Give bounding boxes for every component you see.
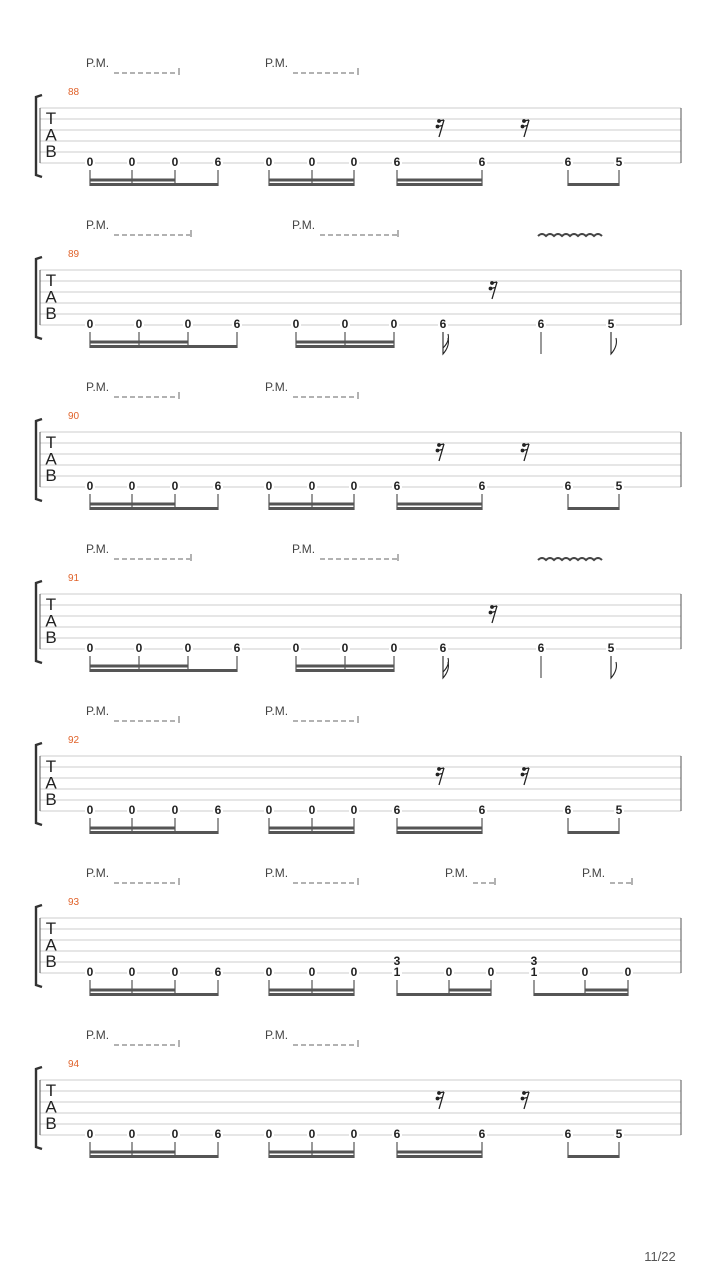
sixteenth-rest-icon [521, 119, 529, 137]
fret-number: 6 [439, 317, 447, 331]
fret-number: 6 [393, 155, 401, 169]
fret-number: 0 [350, 965, 358, 979]
palm-mute-marker [86, 704, 179, 723]
fret-number: 0 [624, 965, 632, 979]
fret-number: 0 [86, 803, 94, 817]
fret-number: 0 [265, 479, 273, 493]
fret-number: 0 [128, 155, 136, 169]
fret-number: 0 [350, 155, 358, 169]
eighth-flag-icon [611, 332, 616, 354]
tab-clef-letter: B [45, 1114, 57, 1133]
fret-number: 5 [615, 155, 623, 169]
tab-system-93 [36, 866, 681, 996]
palm-mute-label: P.M. [265, 1028, 289, 1042]
fret-number: 0 [308, 965, 316, 979]
fret-number: 5 [607, 317, 615, 331]
fret-number: 0 [171, 479, 179, 493]
tab-clef-letter: T [45, 109, 57, 128]
fret-number: 0 [341, 317, 349, 331]
fret-number: 0 [86, 1127, 94, 1141]
tab-clef-letter: A [45, 935, 57, 955]
palm-mute-marker [265, 380, 358, 399]
fret-number: 0 [171, 1127, 179, 1141]
fret-number: 0 [265, 1127, 273, 1141]
fret-number: 0 [308, 803, 316, 817]
palm-mute-label: P.M. [292, 542, 316, 556]
beam-primary [397, 183, 482, 186]
fret-number: 0 [350, 479, 358, 493]
fret-number: 0 [86, 965, 94, 979]
palm-mute-label: P.M. [265, 380, 289, 394]
beam-secondary [269, 503, 354, 506]
fret-number: 0 [128, 1127, 136, 1141]
tab-system-92 [36, 704, 681, 834]
fret-number: 0 [308, 479, 316, 493]
tab-clef-letter: A [45, 1097, 57, 1117]
fret-number: 0 [128, 965, 136, 979]
beam-secondary [269, 1151, 354, 1154]
beam-secondary [90, 989, 175, 992]
fret-number: 6 [233, 317, 241, 331]
fret-number: 6 [478, 803, 486, 817]
palm-mute-marker [292, 218, 398, 237]
fret-number: 0 [135, 641, 143, 655]
beam-secondary [397, 179, 482, 182]
tab-system-89 [36, 218, 681, 354]
palm-mute-marker [265, 866, 358, 885]
fret-number: 6 [537, 317, 545, 331]
fret-number: 6 [214, 479, 222, 493]
measure-number: 89 [68, 249, 80, 260]
system-bracket [36, 905, 42, 987]
beam-secondary [90, 179, 175, 182]
palm-mute-marker [292, 542, 398, 561]
fret-number: 6 [214, 965, 222, 979]
sixteenth-rest-icon [521, 767, 529, 785]
fret-number: 6 [478, 1127, 486, 1141]
fret-number: 6 [564, 155, 572, 169]
palm-mute-label: P.M. [265, 866, 289, 880]
palm-mute-marker [265, 1028, 358, 1047]
fret-number: 0 [184, 317, 192, 331]
fret-number: 0 [135, 317, 143, 331]
palm-mute-marker [86, 218, 191, 237]
beam-primary [90, 993, 218, 996]
palm-mute-label: P.M. [265, 56, 289, 70]
system-bracket [36, 743, 42, 825]
fret-number: 0 [390, 641, 398, 655]
beam-primary [568, 507, 619, 510]
tab-clef-letter: A [45, 125, 57, 145]
tab-clef-letter: T [45, 919, 57, 938]
palm-mute-marker [86, 380, 179, 399]
palm-mute-label: P.M. [445, 866, 469, 880]
beam-secondary [397, 503, 482, 506]
beam-primary [568, 831, 619, 834]
tab-clef-letter: T [45, 595, 57, 614]
beam-secondary [296, 341, 394, 344]
measure-number: 91 [68, 573, 80, 584]
fret-number: 6 [214, 803, 222, 817]
palm-mute-label: P.M. [86, 56, 110, 70]
fret-number: 0 [265, 155, 273, 169]
tab-system-88 [36, 56, 681, 186]
sixteenth-rest-icon [436, 767, 444, 785]
measure-number: 92 [68, 735, 80, 746]
beam-secondary [90, 341, 188, 344]
fret-number: 6 [214, 1127, 222, 1141]
sixteenth-rest-icon [521, 1091, 529, 1109]
beam-primary [269, 507, 354, 510]
beam-primary [269, 993, 354, 996]
fret-number: 0 [86, 317, 94, 331]
beam-secondary [269, 179, 354, 182]
fret-number: 6 [393, 1127, 401, 1141]
sixteenth-rest-icon [489, 605, 497, 623]
sixteenth-rest-icon [521, 443, 529, 461]
palm-mute-marker [86, 56, 179, 75]
beam-secondary [90, 1151, 175, 1154]
fret-number: 0 [350, 803, 358, 817]
palm-mute-label: P.M. [86, 380, 110, 394]
beam-primary [269, 831, 354, 834]
palm-mute-label: P.M. [86, 1028, 110, 1042]
fret-number: 0 [341, 641, 349, 655]
palm-mute-marker [86, 542, 191, 561]
page-number: 11/22 [644, 1249, 676, 1264]
beam-secondary [585, 989, 628, 992]
system-bracket [36, 1067, 42, 1149]
fret-number: 6 [478, 479, 486, 493]
tab-clef-letter: B [45, 952, 57, 971]
beam-secondary [90, 503, 175, 506]
tab-clef-letter: A [45, 611, 57, 631]
beam-primary [90, 345, 237, 348]
beam-primary [90, 669, 237, 672]
beam-secondary [296, 665, 394, 668]
tab-system-90 [36, 380, 681, 510]
beam-primary [269, 1155, 354, 1158]
palm-mute-label: P.M. [265, 704, 289, 718]
palm-mute-label: P.M. [292, 218, 316, 232]
beam-secondary [90, 665, 188, 668]
fret-number: 5 [607, 641, 615, 655]
fret-number: 0 [487, 965, 495, 979]
palm-mute-marker [582, 866, 632, 885]
fret-number: 6 [393, 803, 401, 817]
beam-primary [534, 993, 628, 996]
beam-secondary [397, 827, 482, 830]
fret-number: 0 [390, 317, 398, 331]
fret-number: 0 [86, 479, 94, 493]
beam-primary [296, 669, 394, 672]
beam-primary [568, 1155, 619, 1158]
fret-number: 0 [445, 965, 453, 979]
system-bracket [36, 419, 42, 501]
tab-clef-letter: B [45, 466, 57, 485]
palm-mute-marker [265, 704, 358, 723]
beam-primary [397, 831, 482, 834]
tab-clef-letter: B [45, 790, 57, 809]
beam-primary [90, 1155, 218, 1158]
beam-primary [90, 831, 218, 834]
fret-number: 6 [393, 479, 401, 493]
beam-secondary [449, 989, 491, 992]
measure-number: 88 [68, 87, 80, 98]
sixteenth-flag-icon [443, 332, 448, 354]
palm-mute-marker [86, 866, 179, 885]
sixteenth-flag-icon [443, 656, 448, 678]
palm-mute-label: P.M. [582, 866, 606, 880]
fret-number: 0 [350, 1127, 358, 1141]
fret-number: 0 [265, 803, 273, 817]
eighth-flag-icon [611, 656, 616, 678]
beam-primary [90, 507, 218, 510]
system-bracket [36, 581, 42, 663]
palm-mute-label: P.M. [86, 218, 110, 232]
vibrato-icon [538, 558, 602, 560]
tab-clef-letter: B [45, 628, 57, 647]
palm-mute-marker [265, 56, 358, 75]
fret-number: 0 [265, 965, 273, 979]
fret-number: 6 [537, 641, 545, 655]
fret-number: 5 [615, 479, 623, 493]
beam-primary [397, 1155, 482, 1158]
tab-system-91 [36, 542, 681, 678]
tab-clef-letter: A [45, 449, 57, 469]
fret-number: 0 [86, 155, 94, 169]
system-bracket [36, 257, 42, 339]
measure-number: 94 [68, 1059, 80, 1070]
sixteenth-rest-icon [436, 119, 444, 137]
fret-number: 6 [233, 641, 241, 655]
fret-number: 0 [86, 641, 94, 655]
fret-number: 6 [214, 155, 222, 169]
fret-number: 6 [564, 1127, 572, 1141]
fret-number: 0 [184, 641, 192, 655]
beam-secondary [269, 827, 354, 830]
fret-number: 0 [128, 803, 136, 817]
fret-number: 1 [393, 965, 401, 979]
fret-number: 3 [530, 954, 538, 968]
fret-number: 5 [615, 1127, 623, 1141]
tab-clef-letter: T [45, 757, 57, 776]
fret-number: 6 [564, 803, 572, 817]
fret-number: 6 [478, 155, 486, 169]
fret-number: 0 [292, 317, 300, 331]
sixteenth-rest-icon [436, 443, 444, 461]
fret-number: 6 [439, 641, 447, 655]
tab-clef-letter: T [45, 271, 57, 290]
fret-number: 0 [308, 155, 316, 169]
fret-number: 0 [171, 803, 179, 817]
sixteenth-rest-icon [489, 281, 497, 299]
beam-primary [90, 183, 218, 186]
beam-secondary [269, 989, 354, 992]
tab-clef-letter: B [45, 142, 57, 161]
measure-number: 90 [68, 411, 80, 422]
vibrato-icon [538, 234, 602, 236]
tab-clef-letter: A [45, 773, 57, 793]
measure-number: 93 [68, 897, 80, 908]
beam-secondary [90, 827, 175, 830]
palm-mute-label: P.M. [86, 704, 110, 718]
fret-number: 0 [308, 1127, 316, 1141]
fret-number: 0 [581, 965, 589, 979]
beam-primary [269, 183, 354, 186]
system-bracket [36, 95, 42, 177]
beam-secondary [397, 1151, 482, 1154]
tab-system-94 [36, 1028, 681, 1158]
fret-number: 0 [171, 965, 179, 979]
fret-number: 0 [128, 479, 136, 493]
beam-primary [397, 993, 491, 996]
fret-number: 6 [564, 479, 572, 493]
tab-clef-letter: T [45, 433, 57, 452]
fret-number: 0 [292, 641, 300, 655]
fret-number: 0 [171, 155, 179, 169]
sixteenth-rest-icon [436, 1091, 444, 1109]
beam-primary [568, 183, 619, 186]
beam-primary [397, 507, 482, 510]
tab-clef-letter: B [45, 304, 57, 323]
tab-clef-letter: A [45, 287, 57, 307]
palm-mute-marker [86, 1028, 179, 1047]
fret-number: 3 [393, 954, 401, 968]
palm-mute-marker [445, 866, 495, 885]
tab-clef-letter: T [45, 1081, 57, 1100]
palm-mute-label: P.M. [86, 542, 110, 556]
palm-mute-label: P.M. [86, 866, 110, 880]
beam-primary [296, 345, 394, 348]
fret-number: 1 [530, 965, 538, 979]
fret-number: 5 [615, 803, 623, 817]
